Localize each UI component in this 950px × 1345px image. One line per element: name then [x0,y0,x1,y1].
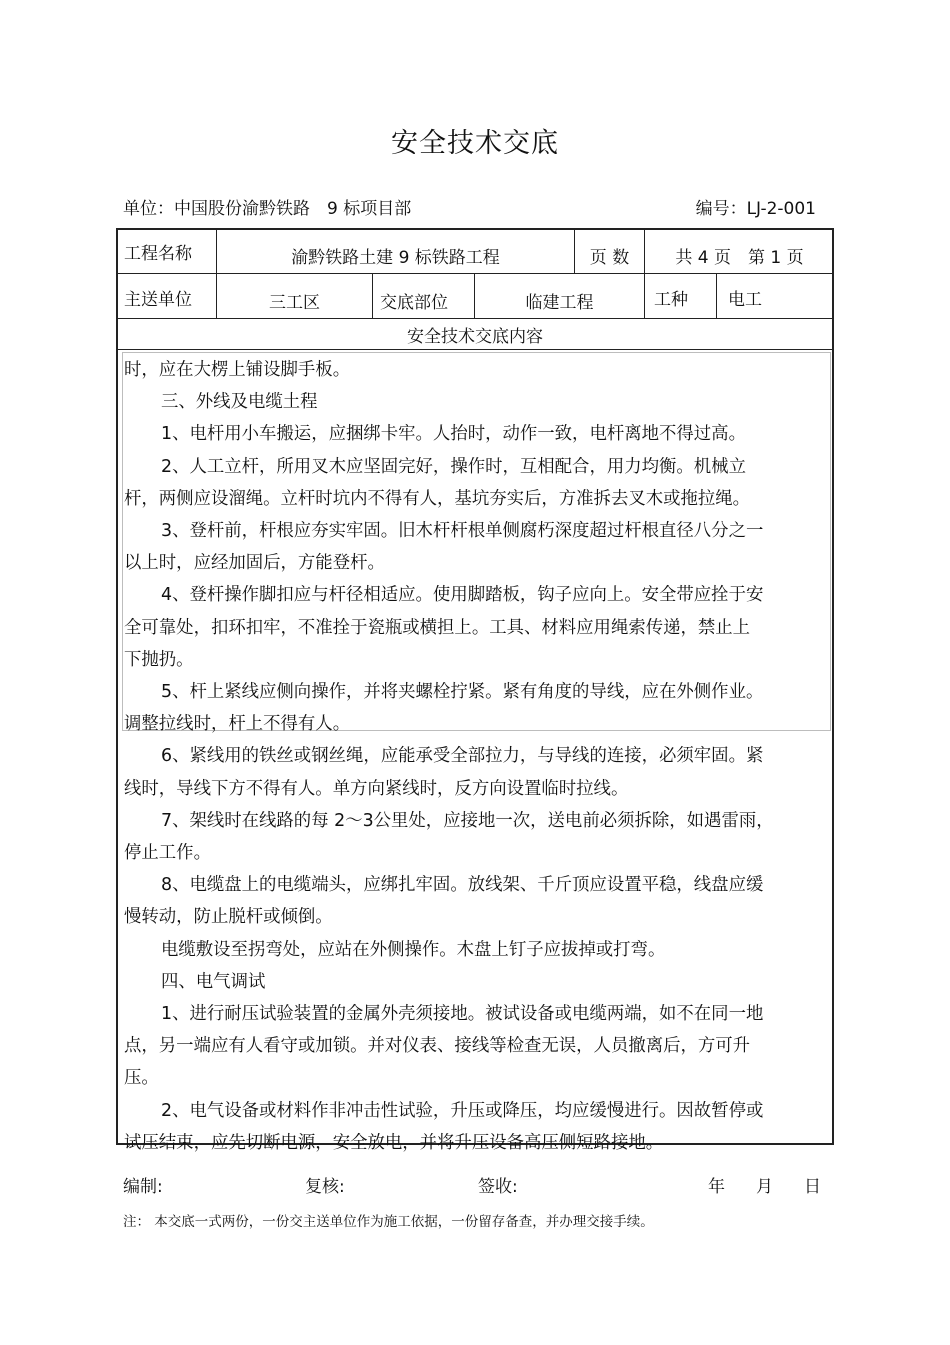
content-line: 1、进行耐压试验装置的金属外壳须接地。被试设备或电缆两端，如不在同一地 [161,1004,764,1025]
content-line: 停止工作。 [124,843,211,864]
sender-unit-value: 三工区 [269,293,320,313]
trade-value: 电工 [728,290,762,310]
content-line: 以上时，应经加固后，方能登杆。 [124,553,385,574]
unit-line: 单位：中国股份渝黔铁路 9 标项目部 [123,199,412,219]
disclosure-table [116,228,834,1153]
content-line: 压。 [124,1068,159,1089]
compiled-by-label: 编制: [123,1177,163,1197]
row-divider [118,349,832,350]
section-heading: 三、外线及电缆土程 [161,392,318,413]
content-line: 7、架线时在线路的每 2～3公里处，应接地一次，送电前必须拆除，如遇雷雨， [161,810,774,831]
content-line: 2、电气设备或材料作非冲击性试验，升压或降压，均应缓慢进行。因故暂停或 [161,1100,764,1121]
disclosure-part-value: 临建工程 [525,293,594,313]
content-line: 8、电缆盘上的电缆端头，应绑扎牢固。放线架、千斤顶应设置平稳，线盘应缓 [161,875,764,896]
content-line: 电缆敷设至拐弯处，应站在外侧操作。木盘上钉子应拔掉或打弯。 [161,939,666,960]
content-line: 下抛扔。 [124,649,194,670]
day-label: 日 [804,1177,821,1197]
section-heading: 四、电气调试 [161,971,266,992]
content-header: 安全技术交底内容 [407,327,543,347]
content-line: 2、人工立杆，所用叉木应坚固完好，操作时，互相配合，用力均衡。机械立 [161,456,746,477]
content-line: 点，另一端应有人看守或加锁。并对仪表、接线等检查无误，人员撤离后，方可升 [124,1036,751,1057]
project-name-value: 渝黔铁路土建 9 标铁路工程 [291,248,500,268]
reviewed-by-label: 复核: [305,1177,345,1197]
column-divider [716,273,717,318]
received-by-label: 签收: [478,1177,518,1197]
sender-unit-label: 主送单位 [124,290,192,310]
row-divider [118,318,832,319]
content-line: 全可靠处，扣环扣牢，不准拴于瓷瓶或横担上。工具、材料应用绳索传递，禁止上 [124,617,751,638]
month-label: 月 [756,1177,773,1197]
content-line: 4、登杆操作脚扣应与杆径相适应。使用脚踏板，钩子应向上。安全带应拴于安 [161,585,764,606]
code-line: 编号：LJ-2-001 [695,199,816,219]
content-line: 6、紧线用的铁丝或钢丝绳，应能承受全部拉力，与导线的连接，必须牢固。紧 [161,746,764,767]
content-line: 5、杆上紧线应侧向操作，并将夹螺栓拧紧。紧有角度的导线，应在外侧作业。 [161,682,764,703]
content-line: 调整拉线时，杆上不得有人。 [124,714,351,735]
content-body [124,354,830,1159]
content-line: 1、电杆用小车搬运，应捆绑卡牢。人抬时，动作一致，电杆离地不得过高。 [161,424,746,445]
pages-label: 页 数 [589,248,630,268]
document-title: 安全技术交底 [391,128,559,159]
content-line: 试压结束，应先切断电源，安全放电，并将升压设备高压侧短路接地。 [124,1132,664,1153]
trade-label: 工种 [654,290,688,310]
content-line: 慢转动，防止脱杆或倾倒。 [124,907,333,928]
row-divider [118,273,832,274]
footnote: 注： 本交底一式两份，一份交主送单位作为施工依据，一份留存备查，并办理交接手续。 [123,1214,654,1230]
content-line: 杆，两侧应设溜绳。立杆时坑内不得有人，基坑夯实后，方准拆去叉木或拖拉绳。 [124,488,751,509]
project-name-label: 工程名称 [124,244,192,264]
pages-value: 共 4 页 第 1 页 [675,248,804,268]
disclosure-part-label: 交底部位 [380,293,448,313]
content-line: 3、登杆前，杆根应夯实牢固。旧木杆杆根单侧腐朽深度超过杆根直径八分之一 [161,521,764,542]
year-label: 年 [708,1177,725,1197]
content-line: 线时，导线下方不得有人。单方向紧线时，反方向设置临时拉线。 [124,778,629,799]
column-divider [372,273,373,318]
content-line: 时，应在大楞上铺设脚手板。 [124,360,351,380]
